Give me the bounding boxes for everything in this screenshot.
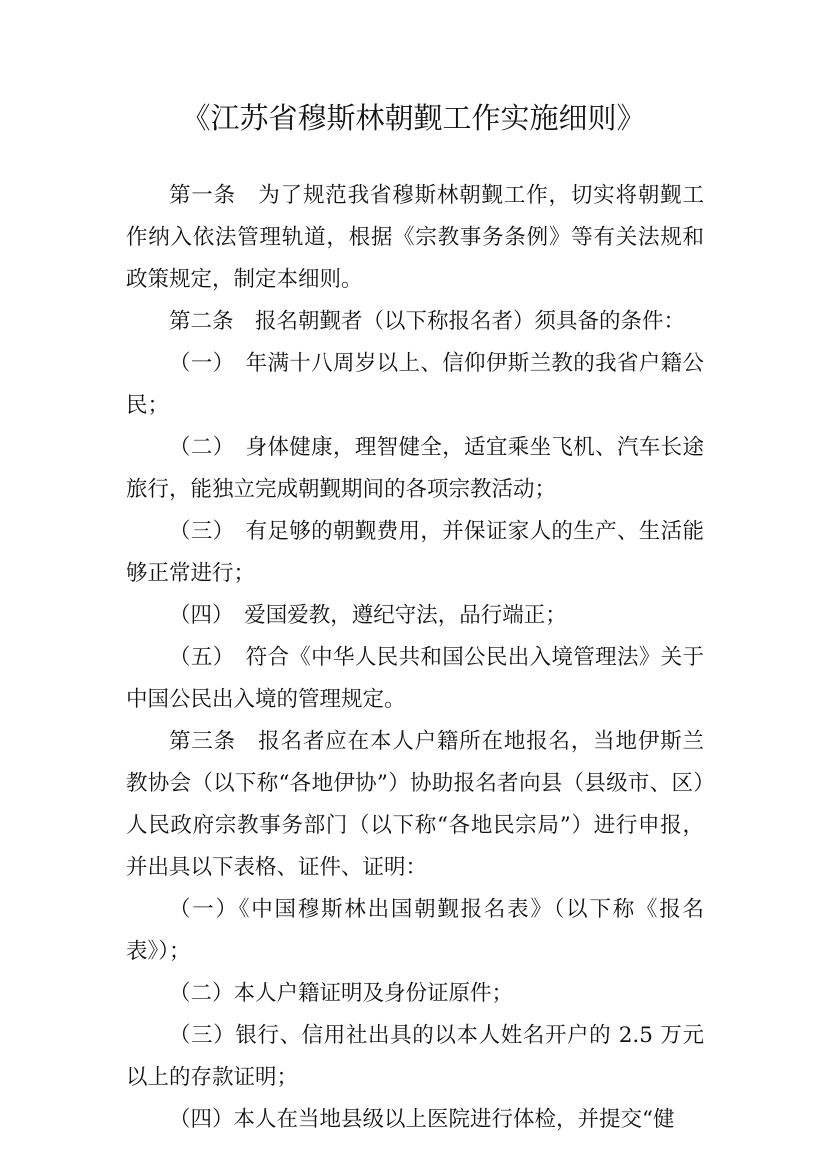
paragraph-article-3: 第三条 报名者应在本人户籍所在地报名，当地伊斯兰教协会（以下称“各地伊协”）协助报名者向县（县级市、区）人民政府宗教事务部门（以下称“各地民宗局”）进行申报，并出具以下表格、证件、证明： bbox=[126, 729, 704, 880]
paragraph-document-1: （一）《中国穆斯林出国朝觐报名表》（以下称《报名表》）； bbox=[126, 897, 704, 964]
paragraph-condition-2: （二） 身体健康，理智健全，适宜乘坐飞机、汽车长途旅行，能独立完成朝觐期间的各项宗教活动； bbox=[126, 435, 704, 502]
paragraph-condition-4: （四） 爱国爱教，遵纪守法，品行端正； bbox=[169, 603, 567, 628]
paragraph-article-1: 第一条 为了规范我省穆斯林朝觐工作，切实将朝觐工作纳入依法管理轨道，根据《宗教事务条例》等有关法规和政策规定，制定本细则。 bbox=[126, 183, 704, 292]
paragraph-document-4: （四）本人在当地县级以上医院进行体检，并提交“健 bbox=[169, 1107, 675, 1132]
paragraph-document-2: （二）本人户籍证明及身份证原件； bbox=[169, 981, 514, 1006]
paragraph-article-2: 第二条 报名朝觐者（以下称报名者）须具备的条件： bbox=[169, 309, 686, 334]
paragraph-condition-5: （五） 符合《中华人民共和国公民出入境管理法》关于中国公民出入境的管理规定。 bbox=[126, 645, 704, 712]
paragraph-condition-3: （三） 有足够的朝觐费用，并保证家人的生产、生活能够正常进行； bbox=[126, 519, 704, 586]
document-body bbox=[126, 175, 704, 1141]
paragraph-condition-1: （一） 年满十八周岁以上、信仰伊斯兰教的我省户籍公民； bbox=[126, 351, 704, 418]
paragraph-document-3: （三）银行、信用社出具的以本人姓名开户的 2.5 万元以上的存款证明； bbox=[126, 1023, 704, 1090]
document-title: 《江苏省穆斯林朝觐工作实施细则》 bbox=[181, 101, 646, 135]
